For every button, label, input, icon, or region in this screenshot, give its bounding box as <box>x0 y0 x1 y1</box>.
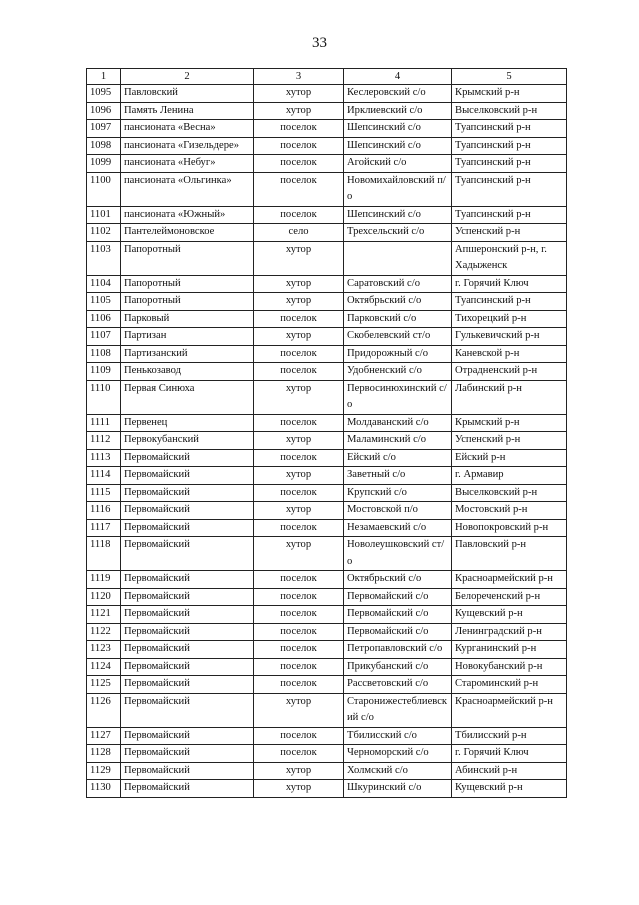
cell-council: Старонижестеблиевский с/о <box>344 693 452 727</box>
cell-district: Туапсинский р-н <box>452 120 567 138</box>
cell-number: 1114 <box>87 467 121 485</box>
cell-number: 1102 <box>87 224 121 242</box>
cell-number: 1125 <box>87 676 121 694</box>
cell-settlement-name: Партизан <box>121 328 254 346</box>
cell-settlement-type: хутор <box>254 328 344 346</box>
cell-settlement-name: Первомайский <box>121 449 254 467</box>
cell-district: Кущевский р-н <box>452 780 567 798</box>
cell-settlement-type: хутор <box>254 780 344 798</box>
table-row <box>87 363 567 381</box>
cell-settlement-type: поселок <box>254 310 344 328</box>
cell-district: Каневской р-н <box>452 345 567 363</box>
table-row <box>87 85 567 103</box>
cell-settlement-type: поселок <box>254 676 344 694</box>
cell-district: Успенский р-н <box>452 224 567 242</box>
cell-settlement-type: хутор <box>254 502 344 520</box>
table-row <box>87 658 567 676</box>
cell-settlement-type: поселок <box>254 206 344 224</box>
cell-number: 1130 <box>87 780 121 798</box>
cell-settlement-name: пансионата «Ольгинка» <box>121 172 254 206</box>
cell-number: 1112 <box>87 432 121 450</box>
cell-settlement-type: хутор <box>254 85 344 103</box>
cell-council: Удобненский с/о <box>344 363 452 381</box>
cell-district: Лабинский р-н <box>452 380 567 414</box>
cell-council: Заветный с/о <box>344 467 452 485</box>
cell-council: Первосинюхинский с/о <box>344 380 452 414</box>
table-row <box>87 571 567 589</box>
table-row <box>87 102 567 120</box>
cell-number: 1124 <box>87 658 121 676</box>
cell-council: Шепсинский с/о <box>344 137 452 155</box>
cell-number: 1110 <box>87 380 121 414</box>
table-row <box>87 432 567 450</box>
cell-settlement-type: хутор <box>254 432 344 450</box>
cell-council: Октябрьский с/о <box>344 293 452 311</box>
cell-settlement-name: Первокубанский <box>121 432 254 450</box>
cell-number: 1104 <box>87 275 121 293</box>
cell-district: Абинский р-н <box>452 762 567 780</box>
cell-council: Парковский с/о <box>344 310 452 328</box>
cell-district: Кущевский р-н <box>452 606 567 624</box>
table-row <box>87 641 567 659</box>
cell-settlement-name: Первомайский <box>121 762 254 780</box>
cell-district: Тихорецкий р-н <box>452 310 567 328</box>
cell-settlement-name: пансионата «Весна» <box>121 120 254 138</box>
cell-settlement-type: хутор <box>254 102 344 120</box>
cell-settlement-name: Павловский <box>121 85 254 103</box>
cell-council: Кеслеровский с/о <box>344 85 452 103</box>
cell-council: Шкуринский с/о <box>344 780 452 798</box>
cell-council: Скобелевский ст/о <box>344 328 452 346</box>
cell-settlement-type: хутор <box>254 241 344 275</box>
cell-settlement-type: поселок <box>254 345 344 363</box>
cell-settlement-name: Первомайский <box>121 676 254 694</box>
cell-settlement-type: поселок <box>254 658 344 676</box>
cell-council: Черноморский с/о <box>344 745 452 763</box>
table-row <box>87 380 567 414</box>
cell-council: Новолеушковский ст/о <box>344 537 452 571</box>
cell-district: Ленинградский р-н <box>452 623 567 641</box>
cell-council: Трехсельский с/о <box>344 224 452 242</box>
cell-settlement-name: Память Ленина <box>121 102 254 120</box>
table-header-row <box>87 69 567 85</box>
table-row <box>87 328 567 346</box>
table-body <box>87 85 567 798</box>
table-row <box>87 120 567 138</box>
cell-council: Незамаевский с/о <box>344 519 452 537</box>
cell-council: Шепсинский с/о <box>344 206 452 224</box>
cell-settlement-name: пансионата «Гизельдере» <box>121 137 254 155</box>
cell-settlement-type: поселок <box>254 727 344 745</box>
column-header-number: 1 <box>87 69 121 85</box>
cell-council: Прикубанский с/о <box>344 658 452 676</box>
cell-council <box>344 241 452 275</box>
cell-settlement-type: поселок <box>254 745 344 763</box>
settlements-table <box>86 68 567 798</box>
cell-settlement-type: поселок <box>254 137 344 155</box>
cell-settlement-type: поселок <box>254 414 344 432</box>
cell-council: Первомайский с/о <box>344 606 452 624</box>
cell-district: Павловский р-н <box>452 537 567 571</box>
cell-number: 1101 <box>87 206 121 224</box>
column-header-type: 3 <box>254 69 344 85</box>
cell-settlement-name: Первомайский <box>121 537 254 571</box>
cell-settlement-type: поселок <box>254 449 344 467</box>
cell-district: Гулькевичский р-н <box>452 328 567 346</box>
cell-council: Новомихайловский п/о <box>344 172 452 206</box>
table-row <box>87 727 567 745</box>
table-row <box>87 502 567 520</box>
cell-district: Выселковский р-н <box>452 484 567 502</box>
cell-district: Красноармейский р-н <box>452 693 567 727</box>
cell-number: 1099 <box>87 155 121 173</box>
cell-council: Шепсинский с/о <box>344 120 452 138</box>
cell-settlement-name: Первомайский <box>121 727 254 745</box>
cell-settlement-name: Первенец <box>121 414 254 432</box>
cell-number: 1129 <box>87 762 121 780</box>
cell-district: Успенский р-н <box>452 432 567 450</box>
cell-settlement-name: Первомайский <box>121 484 254 502</box>
cell-settlement-type: поселок <box>254 120 344 138</box>
table-row <box>87 172 567 206</box>
table-row <box>87 310 567 328</box>
cell-settlement-name: Первомайский <box>121 780 254 798</box>
table-row <box>87 693 567 727</box>
cell-district: Староминский р-н <box>452 676 567 694</box>
cell-district: Отрадненский р-н <box>452 363 567 381</box>
cell-council: Тбилисский с/о <box>344 727 452 745</box>
cell-number: 1127 <box>87 727 121 745</box>
cell-district: Курганинский р-н <box>452 641 567 659</box>
cell-council: Маламинский с/о <box>344 432 452 450</box>
cell-number: 1123 <box>87 641 121 659</box>
cell-number: 1117 <box>87 519 121 537</box>
cell-settlement-name: Первая Синюха <box>121 380 254 414</box>
table-row <box>87 606 567 624</box>
cell-number: 1103 <box>87 241 121 275</box>
cell-number: 1097 <box>87 120 121 138</box>
table-row <box>87 275 567 293</box>
cell-number: 1098 <box>87 137 121 155</box>
cell-district: Крымский р-н <box>452 85 567 103</box>
table-row <box>87 676 567 694</box>
cell-settlement-type: хутор <box>254 293 344 311</box>
page-number: 33 <box>312 35 327 51</box>
table-row <box>87 155 567 173</box>
cell-number: 1118 <box>87 537 121 571</box>
cell-council: Первомайский с/о <box>344 623 452 641</box>
cell-district: Туапсинский р-н <box>452 172 567 206</box>
cell-settlement-type: поселок <box>254 588 344 606</box>
cell-council: Крупский с/о <box>344 484 452 502</box>
cell-number: 1121 <box>87 606 121 624</box>
table-row <box>87 224 567 242</box>
cell-district: Туапсинский р-н <box>452 206 567 224</box>
cell-settlement-name: Первомайский <box>121 467 254 485</box>
cell-number: 1126 <box>87 693 121 727</box>
cell-number: 1109 <box>87 363 121 381</box>
cell-settlement-type: поселок <box>254 606 344 624</box>
cell-council: Первомайский с/о <box>344 588 452 606</box>
cell-council: Рассветовский с/о <box>344 676 452 694</box>
cell-district: г. Горячий Ключ <box>452 745 567 763</box>
cell-district: Апшеронский р-н, г. Хадыженск <box>452 241 567 275</box>
cell-settlement-type: хутор <box>254 762 344 780</box>
cell-settlement-name: Первомайский <box>121 571 254 589</box>
table-row <box>87 137 567 155</box>
cell-number: 1108 <box>87 345 121 363</box>
column-header-council: 4 <box>344 69 452 85</box>
table-row <box>87 414 567 432</box>
cell-number: 1120 <box>87 588 121 606</box>
cell-settlement-type: хутор <box>254 537 344 571</box>
cell-settlement-type: поселок <box>254 641 344 659</box>
cell-district: г. Армавир <box>452 467 567 485</box>
cell-settlement-name: пансионата «Небуг» <box>121 155 254 173</box>
cell-settlement-name: Первомайский <box>121 519 254 537</box>
cell-number: 1122 <box>87 623 121 641</box>
cell-settlement-name: Первомайский <box>121 641 254 659</box>
cell-district: Мостовский р-н <box>452 502 567 520</box>
table-row <box>87 762 567 780</box>
cell-district: Белореченский р-н <box>452 588 567 606</box>
cell-district: Выселковский р-н <box>452 102 567 120</box>
table-row <box>87 745 567 763</box>
cell-district: Туапсинский р-н <box>452 293 567 311</box>
cell-district: Новопокровский р-н <box>452 519 567 537</box>
cell-settlement-name: Папоротный <box>121 241 254 275</box>
cell-settlement-name: Пантелеймоновское <box>121 224 254 242</box>
table-row <box>87 467 567 485</box>
cell-settlement-name: Парковый <box>121 310 254 328</box>
cell-number: 1119 <box>87 571 121 589</box>
cell-district: Тбилисский р-н <box>452 727 567 745</box>
cell-settlement-type: хутор <box>254 380 344 414</box>
table-row <box>87 519 567 537</box>
cell-district: Красноармейский р-н <box>452 571 567 589</box>
table-row <box>87 293 567 311</box>
cell-settlement-type: поселок <box>254 571 344 589</box>
cell-council: Ирклиевский с/о <box>344 102 452 120</box>
cell-council: Саратовский с/о <box>344 275 452 293</box>
cell-settlement-name: Пенькозавод <box>121 363 254 381</box>
cell-council: Мостовской п/о <box>344 502 452 520</box>
cell-number: 1096 <box>87 102 121 120</box>
cell-settlement-type: поселок <box>254 155 344 173</box>
cell-number: 1106 <box>87 310 121 328</box>
cell-district: г. Горячий Ключ <box>452 275 567 293</box>
cell-settlement-name: Партизанский <box>121 345 254 363</box>
cell-district: Новокубанский р-н <box>452 658 567 676</box>
cell-council: Придорожный с/о <box>344 345 452 363</box>
table-row <box>87 484 567 502</box>
table-row <box>87 345 567 363</box>
cell-settlement-name: Первомайский <box>121 623 254 641</box>
cell-settlement-type: село <box>254 224 344 242</box>
cell-council: Петропавловский с/о <box>344 641 452 659</box>
cell-council: Октябрьский с/о <box>344 571 452 589</box>
cell-number: 1128 <box>87 745 121 763</box>
cell-settlement-name: Папоротный <box>121 293 254 311</box>
cell-settlement-type: поселок <box>254 519 344 537</box>
table-row <box>87 588 567 606</box>
cell-settlement-name: Папоротный <box>121 275 254 293</box>
column-header-name: 2 <box>121 69 254 85</box>
cell-number: 1115 <box>87 484 121 502</box>
cell-number: 1105 <box>87 293 121 311</box>
table-row <box>87 537 567 571</box>
cell-settlement-type: поселок <box>254 363 344 381</box>
cell-number: 1111 <box>87 414 121 432</box>
cell-number: 1107 <box>87 328 121 346</box>
cell-settlement-name: Первомайский <box>121 606 254 624</box>
cell-settlement-type: хутор <box>254 467 344 485</box>
cell-settlement-name: Первомайский <box>121 658 254 676</box>
cell-settlement-type: поселок <box>254 623 344 641</box>
cell-district: Туапсинский р-н <box>452 155 567 173</box>
cell-council: Холмский с/о <box>344 762 452 780</box>
cell-district: Крымский р-н <box>452 414 567 432</box>
table-row <box>87 449 567 467</box>
cell-number: 1095 <box>87 85 121 103</box>
table-row <box>87 241 567 275</box>
cell-settlement-type: поселок <box>254 172 344 206</box>
cell-number: 1100 <box>87 172 121 206</box>
cell-settlement-type: хутор <box>254 693 344 727</box>
column-header-district: 5 <box>452 69 567 85</box>
cell-council: Молдаванский с/о <box>344 414 452 432</box>
cell-district: Туапсинский р-н <box>452 137 567 155</box>
cell-settlement-name: Первомайский <box>121 502 254 520</box>
cell-settlement-name: пансионата «Южный» <box>121 206 254 224</box>
table-row <box>87 623 567 641</box>
table-row <box>87 206 567 224</box>
cell-council: Агойский с/о <box>344 155 452 173</box>
table-row <box>87 780 567 798</box>
cell-settlement-name: Первомайский <box>121 693 254 727</box>
cell-settlement-type: хутор <box>254 275 344 293</box>
cell-settlement-name: Первомайский <box>121 745 254 763</box>
cell-council: Ейский с/о <box>344 449 452 467</box>
cell-settlement-type: поселок <box>254 484 344 502</box>
cell-number: 1116 <box>87 502 121 520</box>
cell-settlement-name: Первомайский <box>121 588 254 606</box>
cell-number: 1113 <box>87 449 121 467</box>
cell-district: Ейский р-н <box>452 449 567 467</box>
